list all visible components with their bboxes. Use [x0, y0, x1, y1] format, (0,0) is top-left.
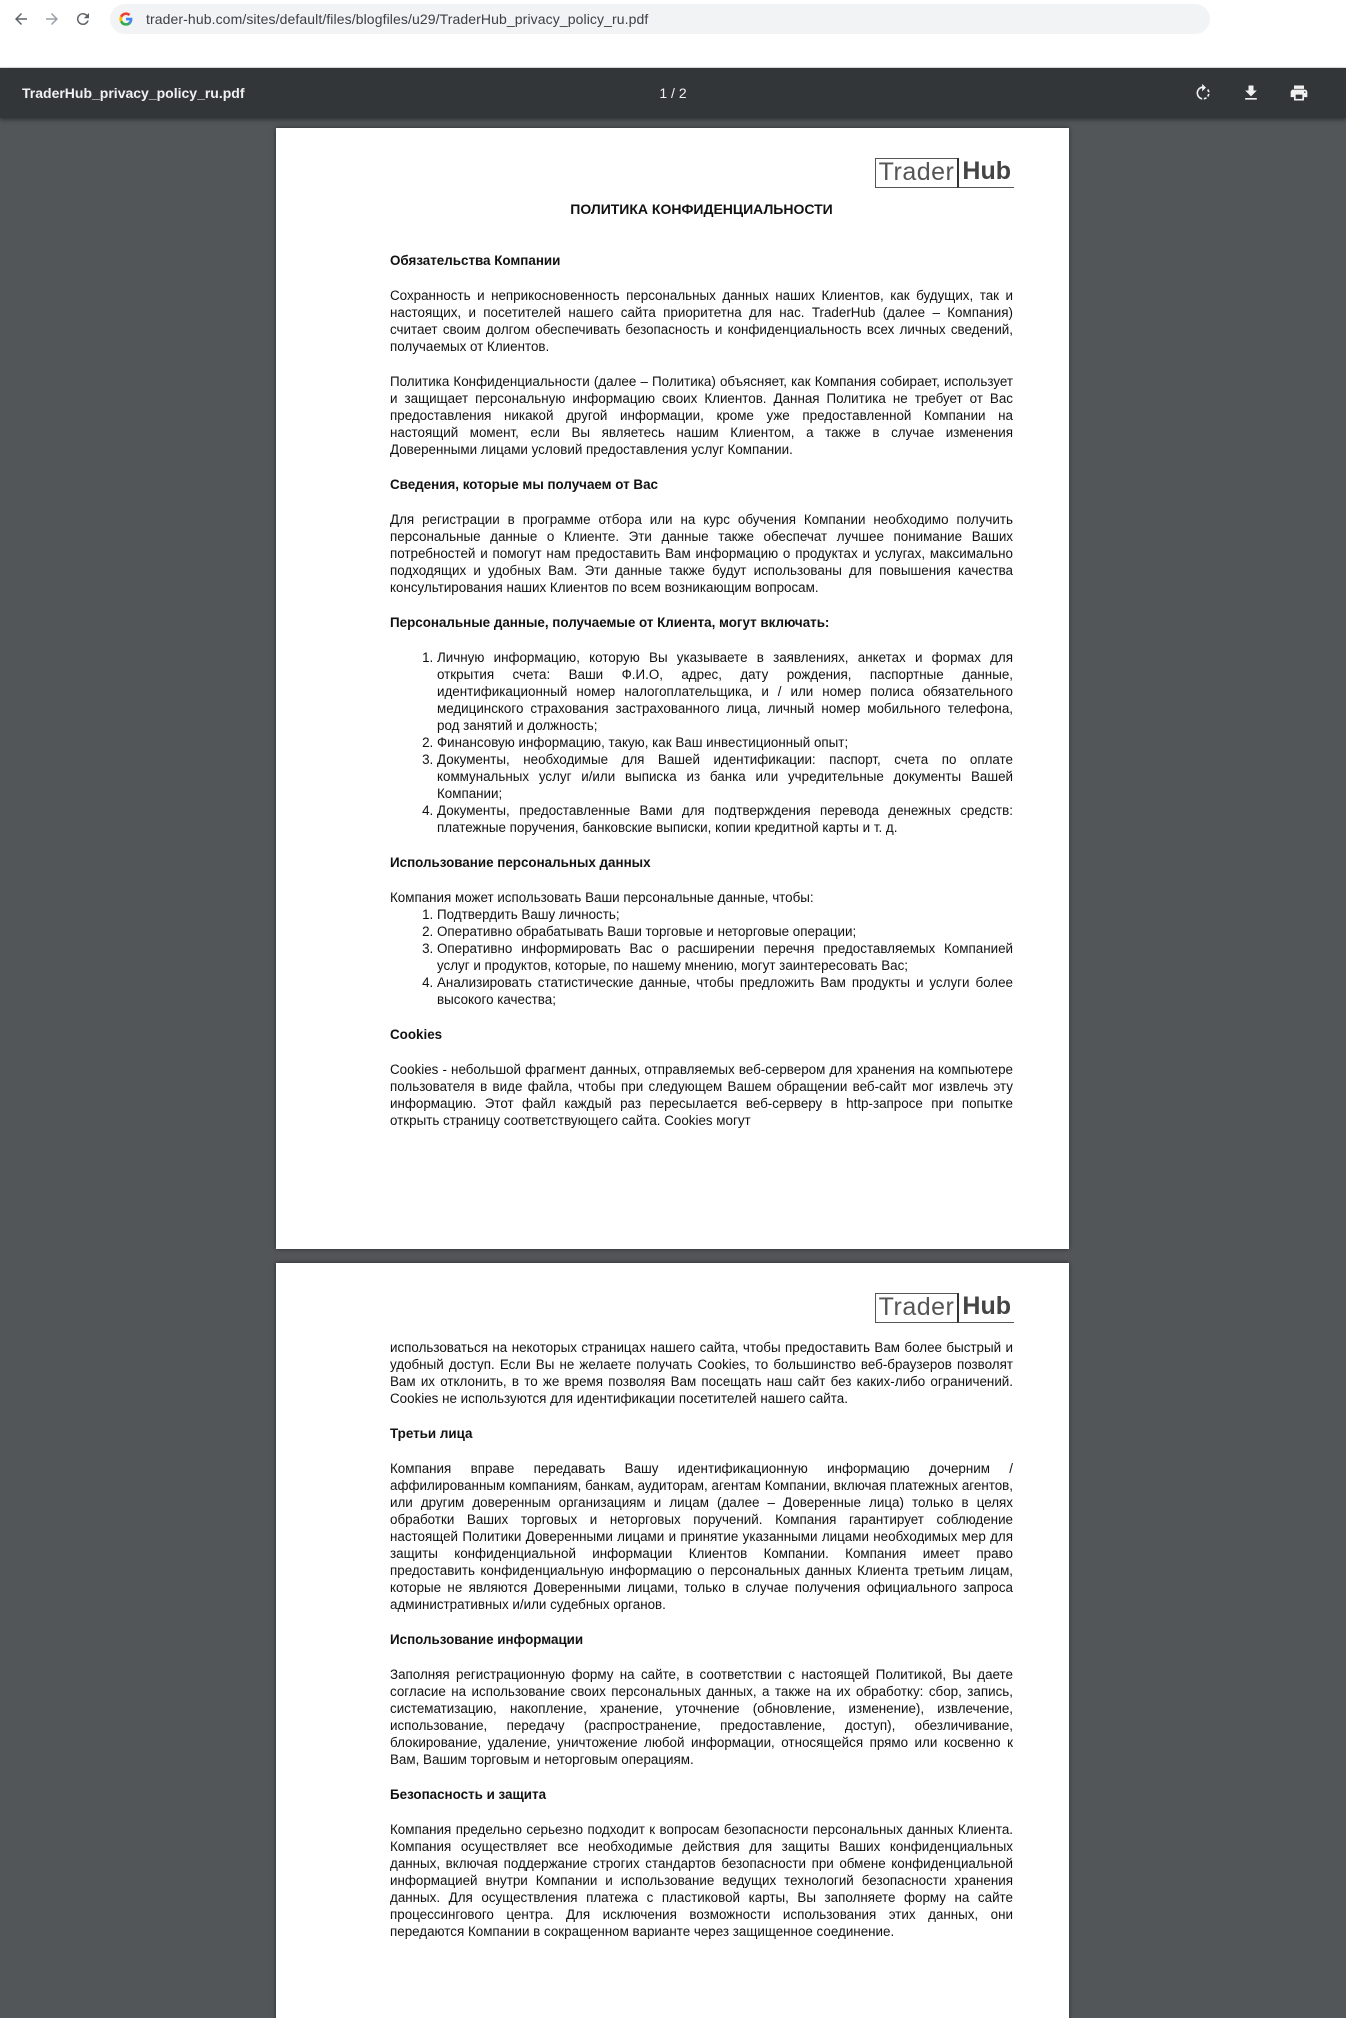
heading-info-received: Сведения, которые мы получаем от Вас: [390, 477, 658, 492]
heading-third-parties: Третьи лица: [390, 1426, 473, 1441]
paragraph: Сохранность и неприкосновенность персональных данных наших Клиентов, как будущих, так и настоящих, и посетителей нашего сайта приоритетна для нас. TraderHub (далее – Компания) считает своим долгом обеспечивать безопасность и конфиденциальность всех личных сведений, получаемых от Клиентов.: [390, 288, 1013, 354]
list-item: 4. Анализировать статистические данные, чтобы предложить Вам продукты и услуги более высокого качества;: [437, 974, 1013, 1008]
print-icon: [1289, 83, 1309, 103]
traderhub-logo: [875, 1293, 1014, 1323]
pdf-file-title: TraderHub_privacy_policy_ru.pdf: [22, 85, 245, 101]
rotate-button[interactable]: [1191, 81, 1215, 105]
arrow-right-icon: [43, 10, 61, 28]
address-bar[interactable]: [110, 4, 1210, 34]
download-icon: [1241, 83, 1261, 103]
list-item: 2. Финансовую информацию, такую, как Ваш инвестиционный опыт;: [437, 734, 1013, 751]
personal-data-list: [437, 649, 1013, 836]
browser-bar: [0, 0, 1346, 68]
pdf-page-1: [276, 128, 1069, 1249]
paragraph: Компания может использовать Ваши персональные данные, чтобы:: [390, 890, 814, 905]
traderhub-logo: [875, 158, 1014, 188]
pdf-toolbar: [0, 68, 1346, 118]
usage-list: [437, 906, 1013, 1008]
arrow-left-icon: [12, 10, 30, 28]
logo-text-trader: Trader: [875, 158, 958, 188]
paragraph: Компания вправе передавать Вашу идентификационную информацию дочерним / аффилированным компаниям, банкам, аудиторам, агентам Компании, включая платежных агентов, или другим доверенным организациям и лицам (далее – Доверенные лица) только в целях обработки Ваших торговых и неторговых поручений. Компания гарантирует соблюдение настоящей Политики Доверенными лицами и принятие указанными лицами необходимых мер для защиты конфиденциальной информации Клиентов Компании. Компания имеет право предоставить конфиденциальную информацию о персональных данных Клиента третьим лицам, которые не являются Доверенными лицами, только в случае получения официального запроса административных и/или судебных органов.: [390, 1461, 1013, 1612]
page-2-content: [390, 1339, 1013, 1958]
paragraph: Для регистрации в программе отбора или на курс обучения Компании необходимо получить персональные данные о Клиенте. Эти данные также обеспечат лучшее понимание Ваших потребностей и помогут нам предоставить Вам информацию о продуктах и услугах, максимально подходящих и удобных Вам. Эти данные также будут использованы для повышения качества консультирования наших Клиентов по всем возникающим вопросам.: [390, 512, 1013, 595]
rotate-icon: [1193, 83, 1213, 103]
heading-personal-data: Персональные данные, получаемые от Клиента, могут включать:: [390, 615, 830, 630]
reload-button[interactable]: [66, 2, 100, 36]
reload-icon: [74, 10, 92, 28]
paragraph: Политика Конфиденциальности (далее – Политика) объясняет, как Компания собирает, использует и защищает персональную информацию своих Клиентов. Данная Политика не требует от Вас предоставления никакой другой информации, кроме уже предоставленной Компании на настоящий момент, если Вы являетесь нашим Клиентом, а также в случае изменения Доверенными лицами условий предоставления услуг Компании.: [390, 374, 1013, 457]
logo-text-hub: Hub: [957, 1293, 1014, 1323]
page-1-content: [390, 201, 1013, 1147]
heading-info-use: Использование информации: [390, 1632, 584, 1647]
list-item: 1. Подтвердить Вашу личность;: [437, 906, 1013, 923]
list-item: 3. Оперативно информировать Вас о расширении перечня предоставляемых Компанией услуг и продуктов, которые, по нашему мнению, могут заинтересовать Вас;: [437, 940, 1013, 974]
list-item: 4. Документы, предоставленные Вами для подтверждения перевода денежных средств: платежные поручения, банковские выписки, копии кредитной карты и т. д.: [437, 802, 1013, 836]
url-text[interactable]: trader-hub.com/sites/default/files/blogfiles/u29/TraderHub_privacy_policy_ru.pdf: [146, 11, 649, 27]
back-button[interactable]: [4, 2, 38, 36]
paragraph: Компания предельно серьезно подходит к вопросам безопасности персональных данных Клиента. Компания осуществляет все необходимые действия для защиты Ваших конфиденциальных данных, включая поддержание строгих стандартов безопасности при обмене конфиденциальной информацией внутри Компании и использование ведущих технологий безопасности хранения данных. Для осуществления платежа с пластиковой карты, Вы заполняете форму на сайте процессингового центра. Для исключения возможности использования этих данных, они передаются Компании в сокращенном варианте через защищенное соединение.: [390, 1822, 1013, 1939]
document-title: ПОЛИТИКА КОНФИДЕНЦИАЛЬНОСТИ: [570, 201, 833, 217]
paragraph: Заполняя регистрационную форму на сайте, в соответствии с настоящей Политикой, Вы даете согласие на использование своих персональных данных, а также на их обработку: сбор, запись, систематизацию, накопление, хранение, уточнение (обновление, изменение), извлечение, использование, передачу (распространение, предоставление, доступ), обезличивание, блокирование, удаление, уничтожение любой информации, относящейся прямо или косвенно к Вам, Вашим торговым и неторговым операциям.: [390, 1667, 1013, 1767]
print-button[interactable]: [1287, 81, 1311, 105]
list-item: 2. Оперативно обрабатывать Ваши торговые и неторговые операции;: [437, 923, 1013, 940]
page-indicator: 1 / 2: [659, 85, 687, 101]
heading-obligations: Обязательства Компании: [390, 253, 561, 268]
list-item: 1. Личную информацию, которую Вы указываете в заявлениях, анкетах и формах для открытия счета: Ваши Ф.И.О, адрес, дату рождения, паспортные данные, идентификационный номер налогоплательщика, и / или номер полиса обязательного медицинского страхования застрахованного лица, личный номер мобильного телефона, род занятий и должность;: [437, 649, 1013, 734]
pdf-page-2: [276, 1263, 1069, 2018]
logo-text-hub: Hub: [957, 158, 1014, 188]
list-item: 3. Документы, необходимые для Вашей идентификации: паспорт, счета по оплате коммунальных услуг и/или выписка из банка или учредительные документы Вашей Компании;: [437, 751, 1013, 802]
heading-cookies: Cookies: [390, 1027, 443, 1042]
paragraph: Cookies - небольшой фрагмент данных, отправляемых веб-сервером для хранения на компьютере пользователя в виде файла, чтобы при следующем Вашем обращении веб-сайт мог извлечь эту информацию. Этот файл каждый раз пересылается веб-серверу в http-запросе при попытке открыть страницу соответствующего сайта. Cookies могут: [390, 1062, 1013, 1128]
heading-usage: Использование персональных данных: [390, 855, 651, 870]
heading-security: Безопасность и защита: [390, 1787, 547, 1802]
download-button[interactable]: [1239, 81, 1263, 105]
forward-button[interactable]: [35, 2, 69, 36]
logo-text-trader: Trader: [875, 1293, 958, 1323]
google-icon: [118, 11, 134, 27]
paragraph: использоваться на некоторых страницах нашего сайта, чтобы предоставить Вам более быстрый и удобный доступ. Если Вы не желаете получать Cookies, то большинство веб-браузеров позволят Вам их отклонить, в то же время позволяя Вам посещать наш сайт без каких-либо ограничений. Cookies не используются для идентификации посетителей нашего сайта.: [390, 1340, 1013, 1406]
